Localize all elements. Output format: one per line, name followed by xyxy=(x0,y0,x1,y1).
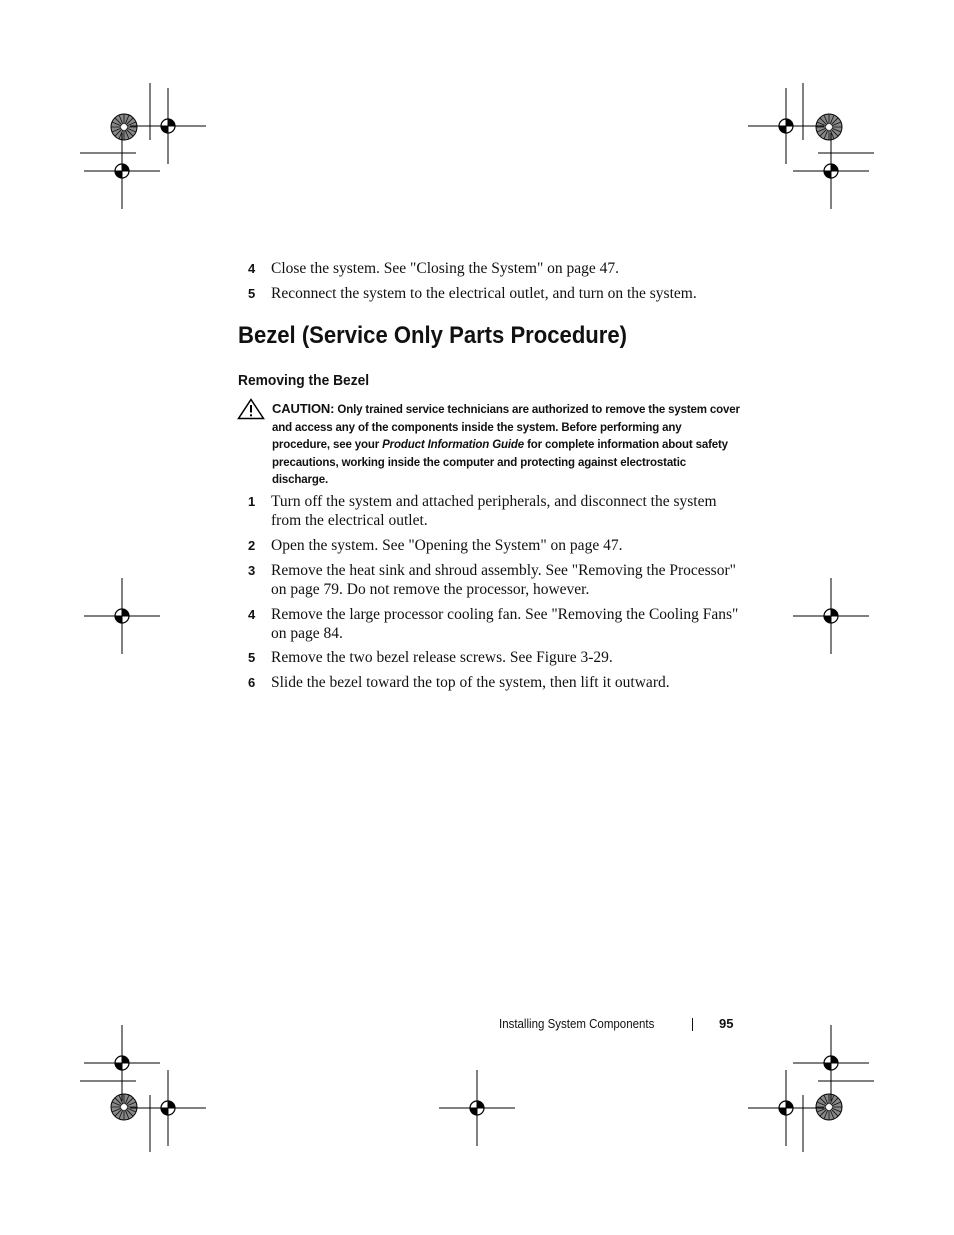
top-step xyxy=(248,284,748,303)
step-text: Turn off the system and attached peripherals, and disconnect the system from the electrical outlet. xyxy=(271,493,717,529)
step-text: Remove the heat sink and shroud assembly. See "Removing the Processor" on page 79. Do not remove the processor, however. xyxy=(271,562,736,598)
footer-divider xyxy=(692,1018,693,1031)
procedure-step xyxy=(248,492,748,530)
crosshair-registration-icon xyxy=(130,1070,206,1146)
crosshair-registration-icon xyxy=(84,1025,160,1101)
procedure-step xyxy=(248,561,748,599)
crosshair-registration-icon xyxy=(793,133,869,209)
step-text: Slide the bezel toward the top of the system, then lift it outward. xyxy=(271,674,670,691)
procedure-step xyxy=(248,673,748,692)
procedure-step xyxy=(248,605,748,643)
step-number: 4 xyxy=(248,607,256,622)
step-number: 4 xyxy=(248,261,256,276)
caution-text-end: for complete information about safety precautions, working inside the computer and protecting against electrostatic discharge. xyxy=(272,439,728,486)
step-text: Open the system. See "Opening the System" on page 47. xyxy=(271,537,623,554)
procedure-step xyxy=(248,536,748,555)
starburst-target-icon xyxy=(816,114,842,140)
caution-label: CAUTION: xyxy=(272,401,335,416)
step-text: Remove the two bezel release screws. See Figure 3-29. xyxy=(271,649,613,666)
step-number: 2 xyxy=(248,538,256,553)
top-step xyxy=(248,259,748,278)
starburst-target-icon xyxy=(816,1094,842,1120)
starburst-target-icon xyxy=(111,114,137,140)
step-number: 5 xyxy=(248,286,256,301)
crosshair-registration-icon xyxy=(439,1070,515,1146)
step-text: Close the system. See "Closing the System" on page 47. xyxy=(271,260,620,277)
step-number: 3 xyxy=(248,563,256,578)
subsection-heading: Removing the Bezel xyxy=(238,372,370,389)
step-number: 6 xyxy=(248,675,256,690)
page-number: 95 xyxy=(719,1016,734,1031)
procedure-step xyxy=(248,648,748,667)
crosshair-registration-icon xyxy=(793,578,869,654)
crosshair-registration-icon xyxy=(84,578,160,654)
step-text: Reconnect the system to the electrical outlet, and turn on the system. xyxy=(271,285,697,302)
caution-note xyxy=(272,400,742,490)
caution-text: Only trained service technicians are authorized to remove the system cover and access any of the components inside the system. Before performing any procedure, see your xyxy=(272,404,740,451)
warning-triangle-icon xyxy=(237,398,265,420)
caution-guide-reference: Product Information Guide xyxy=(382,439,525,451)
step-number: 5 xyxy=(248,650,256,665)
crosshair-registration-icon xyxy=(748,88,824,164)
crosshair-registration-icon xyxy=(84,133,160,209)
section-heading: Bezel (Service Only Parts Procedure) xyxy=(238,322,628,349)
step-number: 1 xyxy=(248,494,256,509)
crosshair-registration-icon xyxy=(130,88,206,164)
starburst-target-icon xyxy=(111,1094,137,1120)
crosshair-registration-icon xyxy=(793,1025,869,1101)
step-text: Remove the large processor cooling fan. See "Removing the Cooling Fans" on page 84. xyxy=(271,606,739,642)
footer-section-title: Installing System Components xyxy=(499,1017,655,1031)
crosshair-registration-icon xyxy=(748,1070,824,1146)
